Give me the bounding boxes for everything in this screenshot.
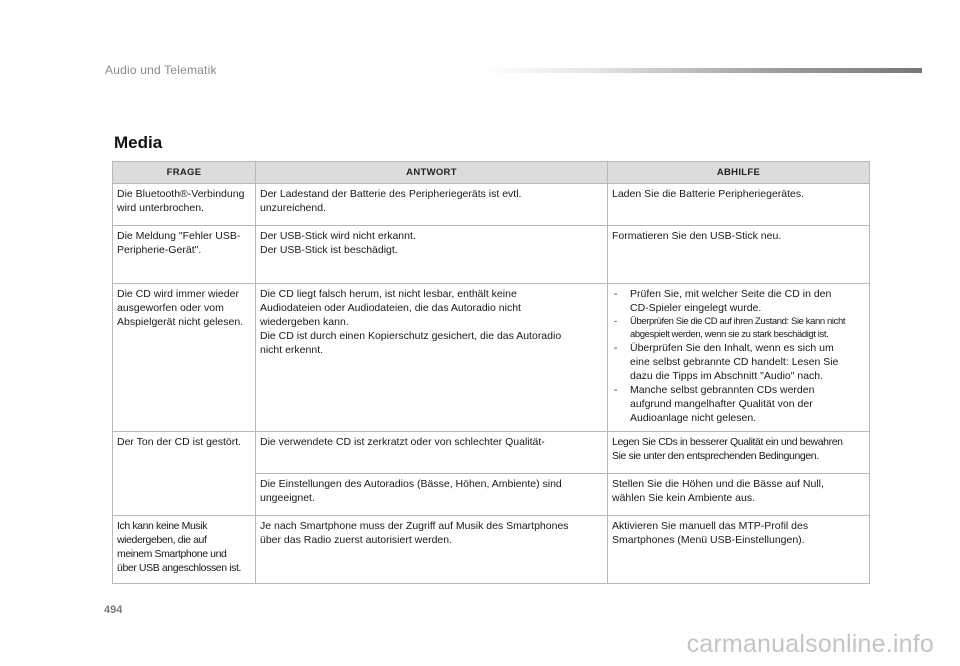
table-row: [113, 184, 870, 226]
page-number: 494: [104, 604, 123, 616]
remedy-text: Stellen Sie die Höhen und die Bässe auf Null,: [612, 478, 824, 490]
table-row: [113, 516, 870, 584]
answer-text: über das Radio zuerst autorisiert werden.: [260, 534, 453, 546]
remedy-text: - Überprüfen Sie die CD auf ihren Zustand: Sie kann nicht: [630, 316, 846, 327]
question-text: Peripherie-Gerät".: [117, 244, 202, 256]
remedy-text: Legen Sie CDs in besserer Qualität ein und bewahren: [612, 436, 843, 448]
column-header-remedy: ABHILFE: [608, 162, 870, 184]
remedy-cell: [608, 432, 870, 474]
table-row: [113, 284, 870, 432]
table-row: [113, 432, 870, 474]
answer-text: Die Einstellungen des Autoradios (Bässe, Höhen, Ambiente) sind: [260, 478, 562, 490]
header-title: Audio und Telematik: [105, 63, 217, 77]
remedy-text: Formatieren Sie den USB-Stick neu.: [612, 230, 782, 242]
answer-text: ungeeignet.: [260, 492, 315, 504]
answer-text: unzureichend.: [260, 202, 326, 214]
remedy-list-item: [612, 341, 866, 383]
remedy-cell: [608, 184, 870, 226]
table-row: [113, 226, 870, 284]
remedy-list-item: [612, 287, 866, 315]
question-cell: [113, 184, 256, 226]
answer-text: Je nach Smartphone muss der Zugriff auf Musik des Smartphones: [260, 520, 569, 532]
question-text: Die Meldung "Fehler USB-: [117, 230, 241, 242]
remedy-text: wählen Sie kein Ambiente aus.: [612, 492, 756, 504]
answer-cell: [256, 432, 608, 474]
remedy-text: CD-Spieler eingelegt wurde.: [630, 302, 762, 314]
remedy-text: - Prüfen Sie, mit welcher Seite die CD in den: [630, 288, 832, 300]
column-header-question: FRAGE: [113, 162, 256, 184]
remedy-cell: [608, 516, 870, 584]
column-header-answer: ANTWORT: [256, 162, 608, 184]
question-text: wird unterbrochen.: [117, 202, 204, 214]
remedy-text: Audioanlage nicht gelesen.: [630, 412, 757, 424]
question-cell: [113, 284, 256, 432]
remedy-list: [612, 287, 866, 425]
question-text: ausgeworfen oder vom: [117, 302, 224, 314]
remedy-list-item: [612, 315, 866, 341]
remedy-text: Sie sie unter den entsprechenden Bedingungen.: [612, 450, 819, 462]
remedy-text: Aktivieren Sie manuell das MTP-Profil des: [612, 520, 809, 532]
answer-text: Die CD liegt falsch herum, ist nicht lesbar, enthält keine: [260, 288, 517, 300]
answer-text: nicht erkennt.: [260, 344, 324, 356]
media-troubleshooting-table: [112, 161, 870, 584]
remedy-text: Laden Sie die Batterie Peripheriegerätes.: [612, 188, 805, 200]
question-cell: [113, 516, 256, 584]
answer-cell: [256, 226, 608, 284]
answer-text: Audiodateien oder Audiodateien, die das Autoradio nicht: [260, 302, 521, 314]
remedy-text: - Überprüfen Sie den Inhalt, wenn es sich um: [630, 342, 834, 354]
answer-text: wiedergeben kann.: [260, 316, 349, 328]
remedy-text: aufgrund mangelhafter Qualität von der: [630, 398, 813, 410]
question-text: Abspielgerät nicht gelesen.: [117, 316, 244, 328]
question-text: Der Ton der CD ist gestört.: [117, 436, 242, 448]
answer-cell: [256, 184, 608, 226]
question-text: Ich kann keine Musik: [117, 520, 208, 532]
answer-cell: [256, 516, 608, 584]
remedy-cell: [608, 474, 870, 516]
remedy-text: Smartphones (Menü USB-Einstellungen).: [612, 534, 805, 546]
question-text: Die CD wird immer wieder: [117, 288, 239, 300]
remedy-text: - Manche selbst gebrannten CDs werden: [630, 384, 815, 396]
answer-text: Die CD ist durch einen Kopierschutz gesichert, die das Autoradio: [260, 330, 562, 342]
answer-text: Der Ladestand der Batterie des Peripheriegeräts ist evtl.: [260, 188, 522, 200]
answer-text: Die verwendete CD ist zerkratzt oder von schlechter Qualität-: [260, 436, 545, 448]
answer-text: Der USB-Stick wird nicht erkannt.: [260, 230, 416, 242]
table-header-row: [113, 162, 870, 184]
remedy-cell: [608, 226, 870, 284]
remedy-list-item: [612, 383, 866, 425]
remedy-text: eine selbst gebrannte CD handelt: Lesen Sie: [630, 356, 839, 368]
remedy-text: dazu die Tipps im Abschnitt "Audio" nach.: [630, 370, 824, 382]
answer-text: Der USB-Stick ist beschädigt.: [260, 244, 398, 256]
question-text: Die Bluetooth®-Verbindung: [117, 188, 245, 200]
remedy-cell: [608, 284, 870, 432]
question-cell: [113, 226, 256, 284]
answer-cell: [256, 474, 608, 516]
question-text: über USB angeschlossen ist.: [117, 562, 242, 574]
watermark: carmanualsonline.info: [686, 630, 934, 658]
question-text: wiedergeben, die auf: [117, 534, 207, 546]
answer-cell: [256, 284, 608, 432]
question-text: meinem Smartphone und: [117, 548, 227, 560]
header-divider: [480, 68, 922, 73]
remedy-text: abgespielt werden, wenn sie zu stark beschädigt ist.: [630, 329, 829, 340]
question-cell: [113, 432, 256, 516]
section-title: Media: [114, 133, 163, 152]
